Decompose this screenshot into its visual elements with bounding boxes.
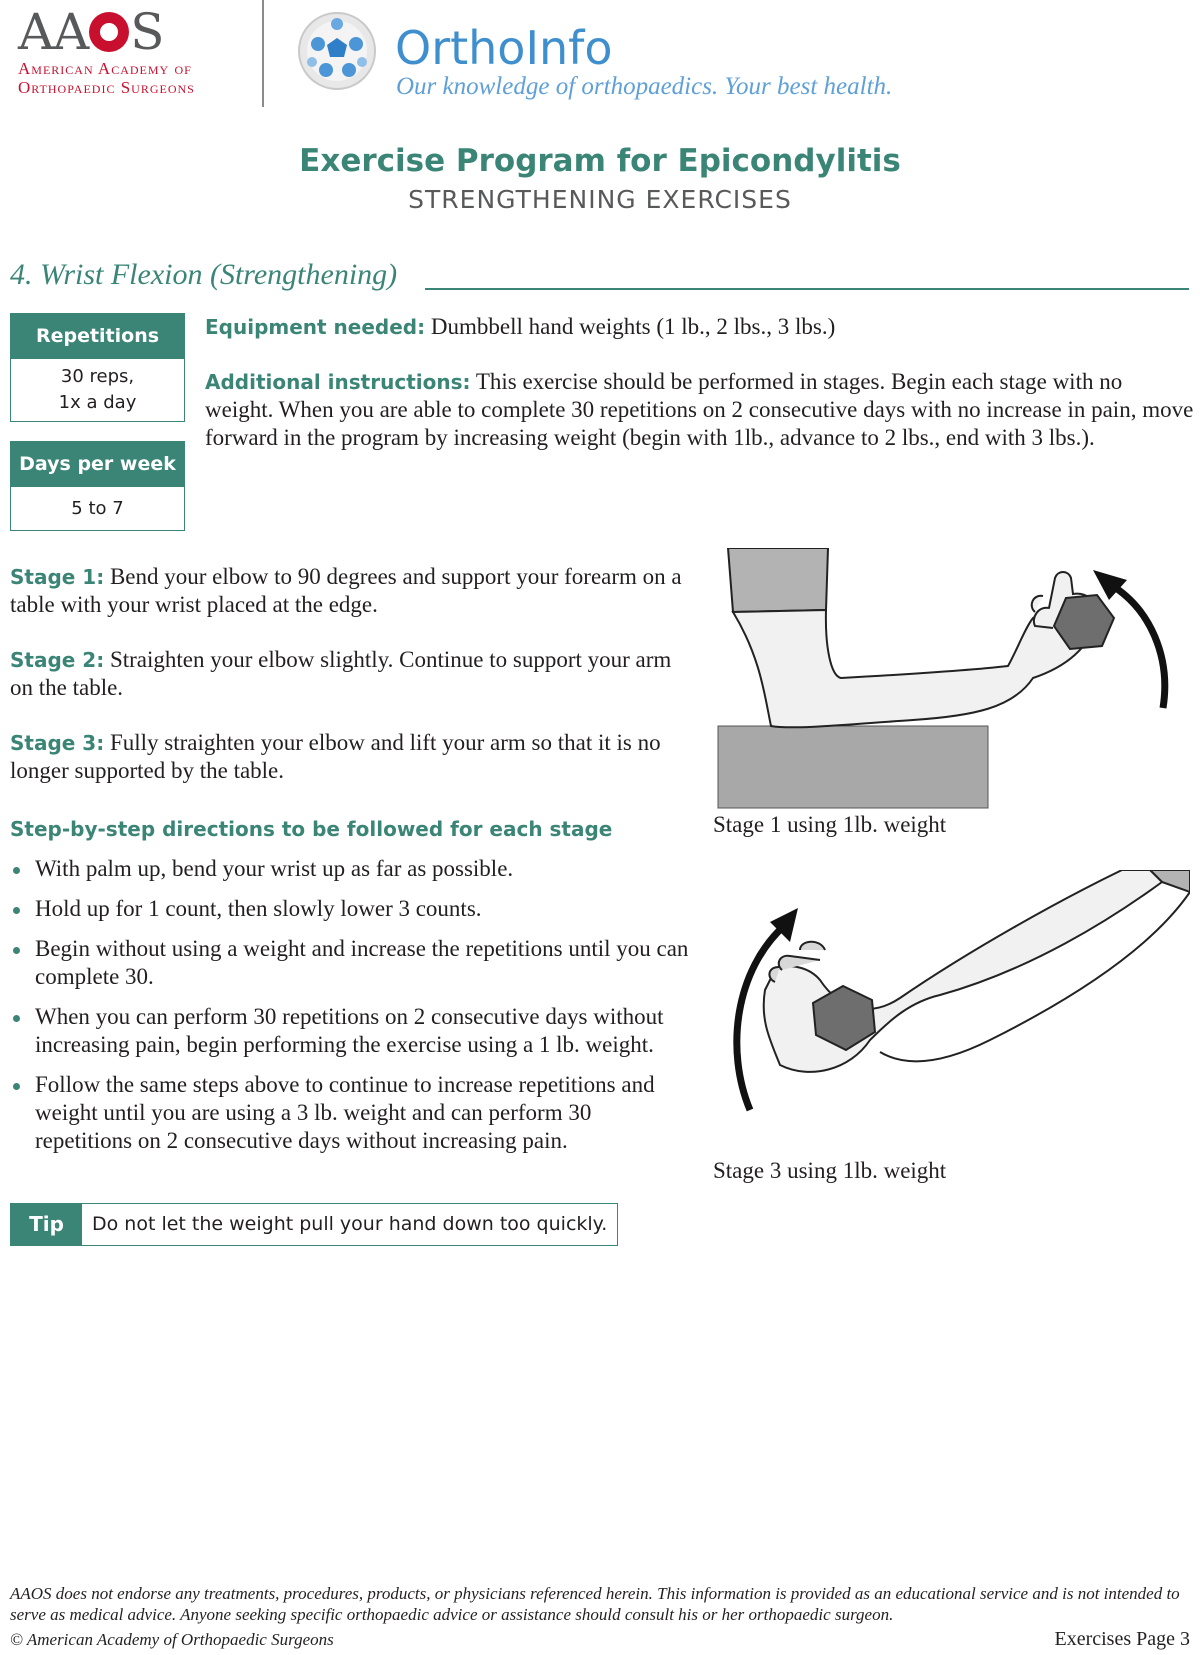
days-per-week-label: Days per week [11, 442, 184, 487]
step-text: Hold up for 1 count, then slowly lower 3 counts. [35, 896, 482, 921]
stage-1-caption: Stage 1 using 1lb. weight [713, 812, 947, 837]
footer-disclaimer: AAOS does not endorse any treatments, procedures, products, or physicians referenced herein. This information is provided as an educational service and is not intended to serve as medical advice. Anyone seeking specific orthopaedic advice or assistance should consult his or her orthopaedic surgeon. [10, 1584, 1180, 1624]
days-per-week-value: 5 to 7 [71, 498, 124, 519]
step-text: With palm up, bend your wrist up as far as possible. [35, 856, 514, 881]
repetitions-box [10, 313, 185, 422]
stage-3-paragraph [10, 729, 690, 785]
repetitions-value [11, 359, 184, 421]
footer-copyright: © American Academy of Orthopaedic Surgeons [10, 1630, 334, 1649]
aaos-logo [18, 3, 238, 97]
orthoinfo-brand: OrthoInfo [395, 21, 613, 75]
equipment-label: Equipment needed: [205, 315, 426, 339]
steps-list [10, 855, 710, 1167]
tip-label: Tip [11, 1204, 82, 1245]
bullet-icon [13, 907, 20, 914]
page-header [0, 0, 1200, 110]
stage-1-label: Stage 1: [10, 565, 105, 589]
bullet-icon [13, 1015, 20, 1022]
repetitions-line1: 30 reps, [60, 366, 135, 387]
stage-2-text: Straighten your elbow slightly. Continue to support your arm on the table. [10, 647, 672, 700]
orthoinfo-sphere-icon [296, 10, 378, 92]
page-subtitle: STRENGTHENING EXERCISES [408, 185, 792, 214]
page-number: Exercises Page 3 [1054, 1628, 1190, 1650]
additional-instructions-text: This exercise should be performed in stages. Begin each stage with no weight. When you are able to complete 30 repetitions on 2 consecutive days with no increase in pain, move forward in the program by increasing weight (begin with 1lb., advance to 2 lbs., end with 3 lbs.). [205, 369, 1194, 450]
tip-text: Do not let the weight pull your hand down too quickly. [92, 1213, 608, 1235]
bullet-icon [13, 947, 20, 954]
aaos-wordmark-left: AA [18, 3, 89, 61]
stage-3-caption: Stage 3 using 1lb. weight [713, 1158, 947, 1183]
aaos-o-ring-icon [89, 12, 129, 52]
stage-1-paragraph [10, 563, 690, 619]
step-text: Follow the same steps above to continue to increase repetitions and weight until you are using a 3 lb. weight and can perform 30 repetitions on 2 consecutive days without increasing pain. [35, 1072, 655, 1153]
bullet-icon [13, 867, 20, 874]
orthoinfo-tagline: Our knowledge of orthopaedics. Your best health. [396, 73, 893, 100]
stage-2-label: Stage 2: [10, 648, 105, 672]
aaos-wordmark [18, 3, 238, 61]
header-divider [262, 0, 264, 107]
stage-2-paragraph [10, 646, 690, 702]
additional-instructions-paragraph [205, 368, 1195, 452]
aaos-name-line2: Orthopaedic Surgeons [18, 78, 195, 97]
list-item [10, 855, 710, 883]
days-per-week-box [10, 441, 185, 531]
step-text: When you can perform 30 repetitions on 2 consecutive days without increasing pain, begin performing the exercise using a 1 lb. weight. [35, 1004, 664, 1057]
stage-1-text: Bend your elbow to 90 degrees and support your forearm on a table with your wrist placed at the edge. [10, 564, 682, 617]
stage-3-illustration [730, 870, 1190, 1120]
bullet-icon [13, 1083, 20, 1090]
exercise-heading: 4. Wrist Flexion (Strengthening) [10, 258, 398, 291]
list-item [10, 895, 710, 923]
stage-1-illustration [713, 548, 1183, 813]
list-item [10, 935, 710, 991]
list-item [10, 1071, 675, 1155]
stage-3-label: Stage 3: [10, 731, 105, 755]
additional-instructions-label: Additional instructions: [205, 370, 471, 394]
heading-rule [425, 288, 1189, 290]
list-item [10, 1003, 710, 1059]
tip-box [10, 1203, 618, 1246]
repetitions-line2: 1x a day [58, 392, 137, 413]
equipment-paragraph [205, 313, 1195, 341]
stage-3-text: Fully straighten your elbow and lift your arm so that it is no longer supported by the table. [10, 730, 661, 783]
equipment-text: Dumbbell hand weights (1 lb., 2 lbs., 3 lbs.) [425, 314, 836, 339]
aaos-name-line1: American Academy of [18, 59, 192, 78]
aaos-wordmark-right: S [130, 3, 164, 61]
repetitions-label: Repetitions [11, 314, 184, 359]
step-text: Begin without using a weight and increase the repetitions until you can complete 30. [35, 936, 689, 989]
page-title: Exercise Program for Epicondylitis [299, 143, 901, 179]
steps-heading: Step-by-step directions to be followed for each stage [10, 817, 613, 841]
